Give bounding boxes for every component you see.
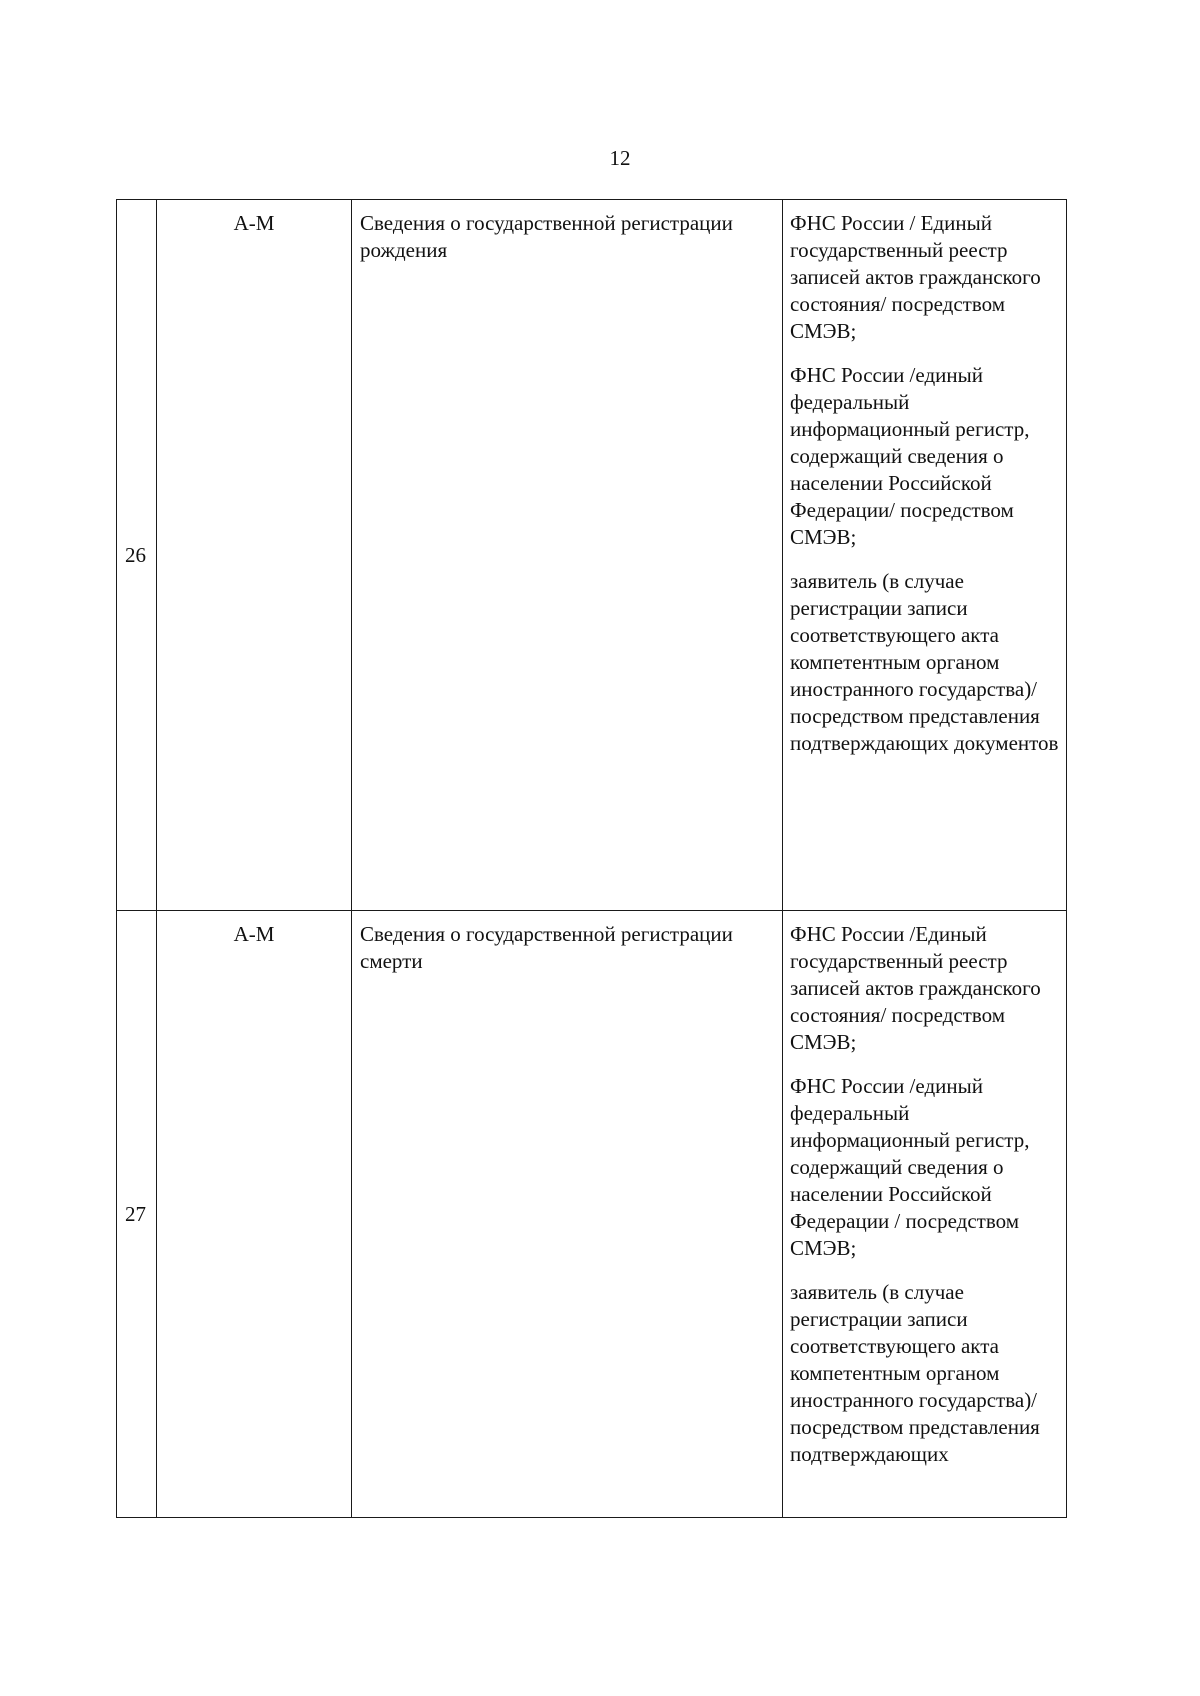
row-number: 27 [117, 911, 157, 1518]
row-number: 26 [117, 200, 157, 911]
row-description: Сведения о государственной регистрации смерти [352, 911, 783, 1518]
table-row [117, 911, 1067, 1518]
source-entry: заявитель (в случае регистрации записи соответствующего акта компетентным органом иностранного государства)/посредством представления подтверждающих документов [790, 569, 1059, 755]
source-entry: ФНС России / Единый государственный реестр записей актов гражданского состояния/ посредством СМЭВ; [790, 211, 1041, 343]
row-code: А-М [157, 200, 352, 911]
source-entry: ФНС России /Единый государственный реестр записей актов гражданского состояния/ посредством СМЭВ; [790, 922, 1041, 1054]
row-sources [783, 200, 1067, 911]
source-entry: ФНС России /единый федеральный информационный регистр, содержащий сведения о населении Российской Федерации / посредством СМЭВ; [790, 1074, 1030, 1260]
data-table [116, 199, 1067, 1518]
table-row [117, 200, 1067, 911]
page-number: 12 [609, 146, 631, 170]
row-description: Сведения о государственной регистрации рождения [352, 200, 783, 911]
source-entry: ФНС России /единый федеральный информационный регистр, содержащий сведения о населении Российской Федерации/ посредством СМЭВ; [790, 363, 1030, 549]
row-code: А-М [157, 911, 352, 1518]
row-sources [783, 911, 1067, 1518]
source-entry: заявитель (в случае регистрации записи соответствующего акта компетентным органом иностранного государства)/посредством представления подтверждающих [790, 1280, 1040, 1466]
